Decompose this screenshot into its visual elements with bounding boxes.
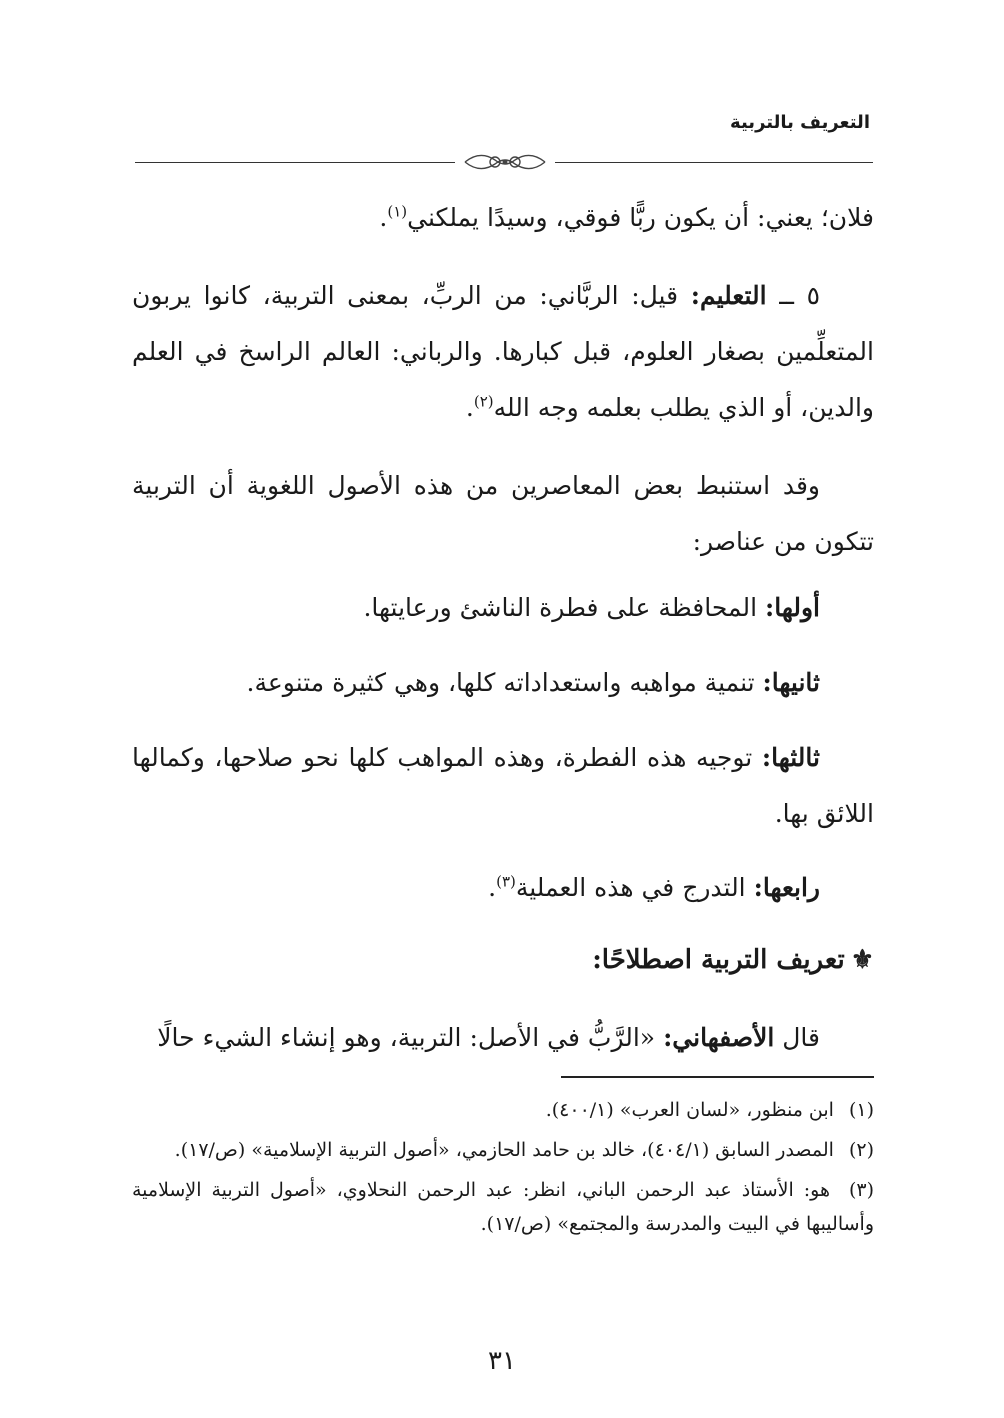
paragraph-3: وقد استنبط بعض المعاصرين من هذه الأصول اللغوية أن التربية تتكون من عناصر:: [132, 471, 874, 556]
footnote-1: (١) ابن منظور، «لسان العرب» (٤٠٠/١).: [545, 1099, 874, 1121]
paragraph-third-element: ثالثها: توجيه هذه الفطرة، وهذه المواهب كلها نحو صلاحها، وكمالها اللائق بها.: [132, 743, 874, 828]
paragraph-definition: قال الأصفهاني: «الرَّبُّ في الأصل: التربية، وهو إنشاء الشيء حالًا: [157, 1023, 820, 1052]
paragraph-first-element: أولها: المحافظة على فطرة الناشئ ورعايتها.: [363, 593, 820, 622]
footnote-rule: [561, 1076, 874, 1078]
paragraph-fourth-element: رابعها: التدرج في هذه العملية$^{(٣)}$.: [488, 872, 820, 902]
ornament-icon: [455, 148, 555, 176]
footnote-2: (٢) المصدر السابق (٤٠٤/١)، خالد بن حامد الحازمي، «أصول التربية الإسلامية» (ص/١٧).: [174, 1139, 874, 1161]
footnotes: [132, 1093, 874, 1247]
page-number: ٣١: [488, 1346, 516, 1376]
paragraph-2: ٥ ــ التعليم: قيل: الربَّاني: من الربِّ، بمعنى التربية، كانوا يربون المتعلِّمين بصغار العلوم، قبل كبارها. والرباني: العالم الراسخ في العلم والدين، أو الذي يطلب بعلمه وجه الله$^{(٢)}$.: [132, 281, 874, 422]
paragraph-second-element: ثانيها: تنمية مواهبه واستعداداته كلها، وهي كثيرة متنوعة.: [246, 668, 820, 697]
footnote-ref-1[interactable]: (١): [387, 202, 408, 221]
footnote-3: (٣) هو: الأستاذ عبد الرحمن الباني، انظر: عبد الرحمن النحلاوي، «أصول التربية الإسلامية وأساليبها في البيت والمدرسة والمجتمع» (ص/١٧).: [132, 1179, 874, 1235]
footnote-ref-3[interactable]: (٣): [496, 872, 516, 891]
section-heading: ⚜تعريف التربية اصطلاحًا:: [592, 945, 874, 975]
fleuron-icon: ⚜: [850, 945, 874, 975]
term-taalim: التعليم:: [690, 281, 767, 310]
paragraph-1: فلان؛ يعني: أن يكون ربًّا فوقي، وسيدًا يملكني$^{(١)}$.: [379, 202, 874, 232]
footnote-ref-2[interactable]: (٢): [473, 392, 494, 411]
running-head: التعريف بالتربية: [730, 112, 870, 133]
